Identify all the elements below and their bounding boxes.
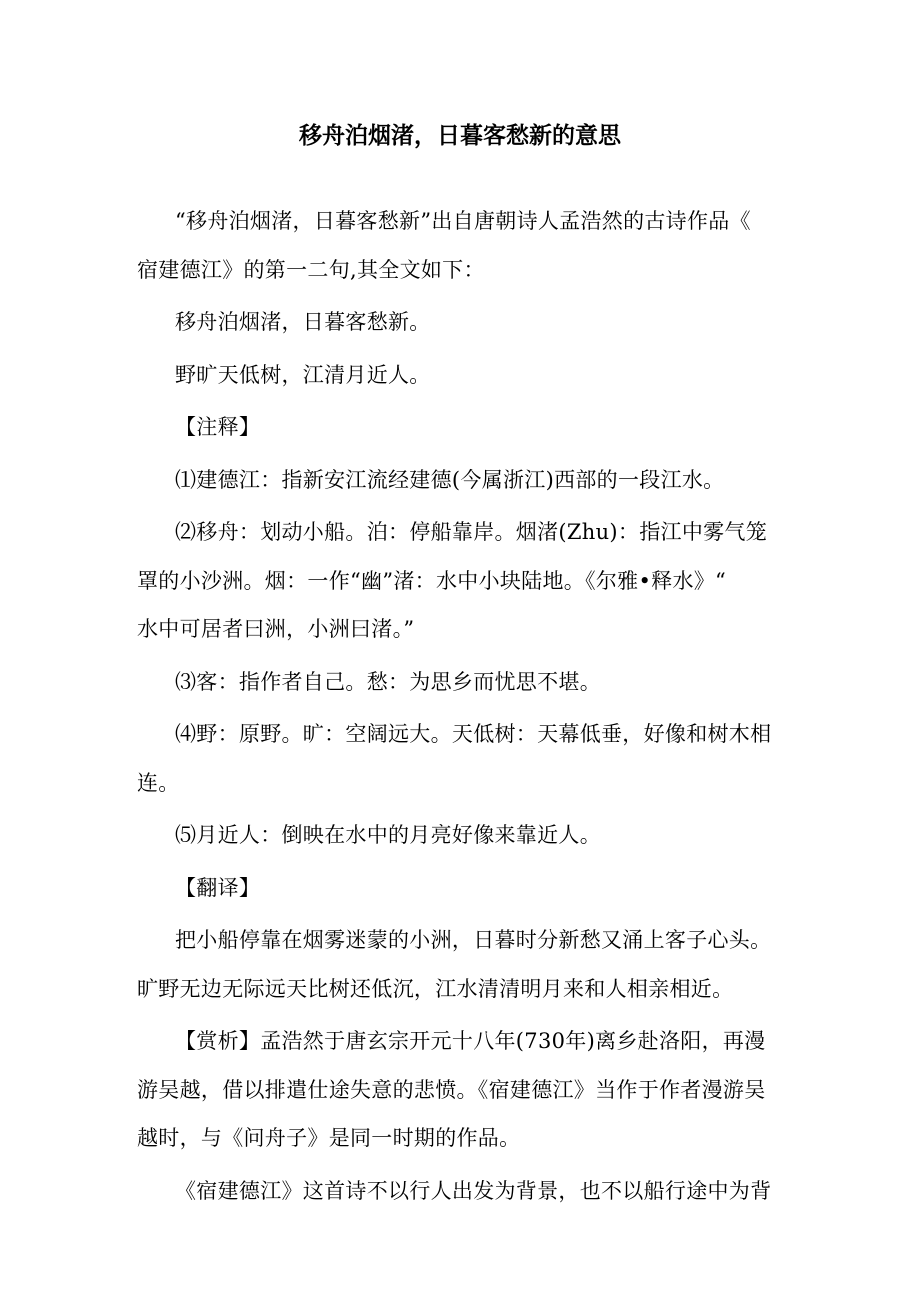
text-line: 宿建德江》的第一二句,其全文如下： [137,257,485,282]
text-line: ⑶客：指作者自己。愁：为思乡而忧思不堪。 [175,669,601,694]
paragraph-intro [137,197,789,294]
text-line: ⑵移舟：划动小船。泊：停船靠岸。烟渚(Zhu)：指江中雾气笼 [175,520,768,544]
text-line: 水中可居者曰洲，小洲曰渚。” [137,617,415,641]
analysis-text [137,1167,789,1216]
translation-text [137,916,789,1013]
text-line: 【翻译】 [175,875,261,900]
text-line: 野旷天低树，江清月近人。 [175,362,431,387]
text-line: 【赏析】孟浩然于唐玄宗开元十八年(730年)离乡赴洛阳，再漫 [175,1029,766,1053]
poem-line-2 [137,351,789,400]
text-line: 把小船停靠在烟雾迷蒙的小洲，日暮时分新愁又涌上客子心头。 [175,928,772,952]
text-line: 连。 [137,770,180,795]
text-line: 旷野无边无际远天比树还低沉，江水清清明月来和人相亲相近。 [137,976,734,1001]
text-line: “移舟泊烟渚，日暮客愁新”出自唐朝诗人孟浩然的古诗作品《 [175,209,751,233]
text-line: 越时，与《问舟子》是同一时期的作品。 [137,1126,521,1150]
note-3 [137,658,789,707]
note-4 [137,710,789,807]
text-line: ⑸月近人：倒映在水中的月亮好像来靠近人。 [175,823,601,847]
appreciation-text [137,1017,789,1163]
note-2 [137,508,789,654]
text-line: 罩的小沙洲。烟：一作“幽”渚：水中小块陆地。《尔雅•释水》“ [137,568,727,593]
text-line: 《宿建德江》这首诗不以行人出发为背景，也不以船行途中为背 [175,1178,772,1203]
note-5 [137,811,789,860]
section-heading-notes [137,403,789,452]
poem-line-1 [137,298,789,347]
text-line: ⑴建德江：指新安江流经建德(今属浙江)西部的一段江水。 [175,467,725,492]
text-line: 【注释】 [175,415,261,439]
note-1 [137,456,789,505]
section-heading-translation [137,864,789,913]
text-line: ⑷野：原野。旷：空阔远大。天低树：天幕低垂，好像和树木相 [175,722,772,746]
document-body [137,197,789,1219]
page-title: 移舟泊烟渚，日暮客愁新的意思 [299,123,621,149]
text-line: 游吴越，借以排遣仕途失意的悲愤。《宿建德江》当作于作者漫游吴 [137,1077,766,1102]
text-line: 移舟泊烟渚，日暮客愁新。 [175,310,431,334]
